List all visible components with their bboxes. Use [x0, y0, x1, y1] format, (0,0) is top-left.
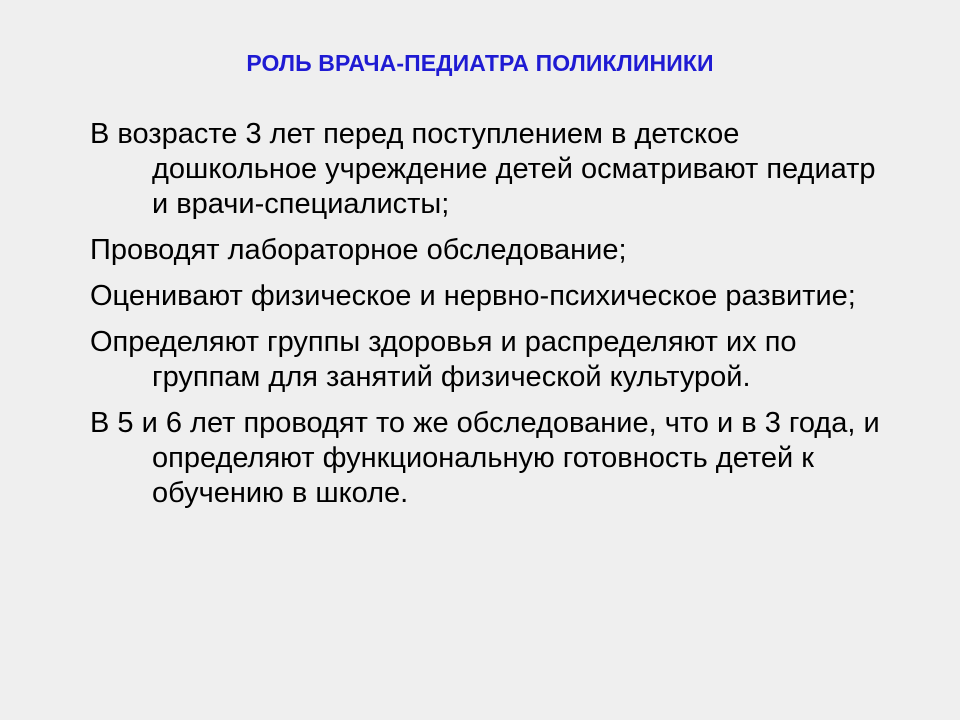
paragraph-3: Оценивают физическое и нервно-психическое развитие; [90, 280, 856, 312]
slide-title: РОЛЬ ВРАЧА-ПЕДИАТРА ПОЛИКЛИНИКИ [246, 50, 714, 76]
content-body [90, 117, 890, 511]
paragraph-4: Определяют группы здоровья и распределяют их по группам для занятий физической культурой. [90, 326, 797, 393]
paragraph-5: В 5 и 6 лет проводят то же обследование, что и в 3 года, и определяют функциональную готовность детей к обучению в школе. [90, 407, 880, 509]
paragraph-1: В возрасте 3 лет перед поступлением в детское дошкольное учреждение детей осматривают педиатр и врачи-специалисты; [90, 118, 876, 220]
paragraph-2: Проводят лабораторное обследование; [90, 234, 627, 266]
